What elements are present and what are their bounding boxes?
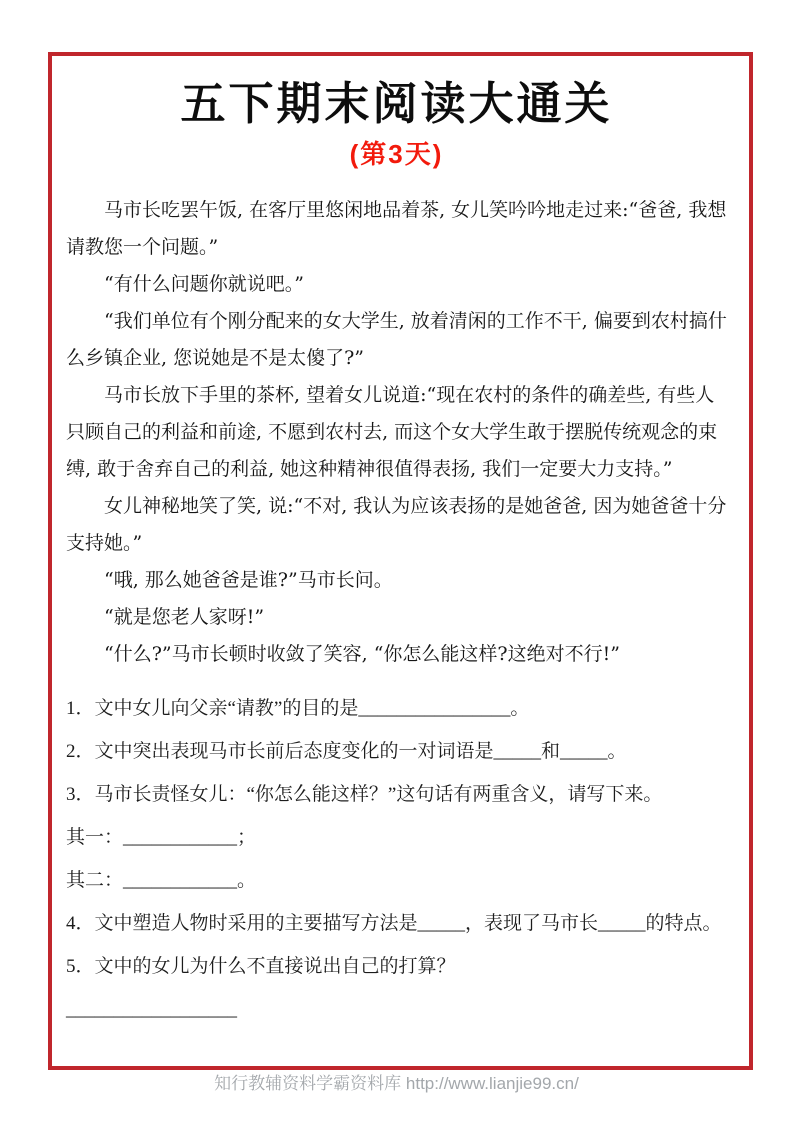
question-3: 3．马市长责怪女儿：“你怎么能这样？”这句话有两重含义，请写下来。 <box>66 784 663 805</box>
passage-paragraph: “就是您老人家呀!” <box>104 606 265 628</box>
question-5: 5．文中的女儿为什么不直接说出自己的打算？ <box>66 956 456 977</box>
page-subtitle-day: (第3天) <box>349 139 444 169</box>
questions-section <box>66 687 727 1031</box>
question-4: 4．文中塑造人物时采用的主要描写方法是_____，表现了马市长_____的特点。 <box>66 913 722 934</box>
passage-paragraph: 马市长放下手里的茶杯, 望着女儿说道:“现在农村的条件的确差些, 有些人只顾自己的利益和前途, 不愿到农村去, 而这个女大学生敢于摆脱传统观念的束缚, 敢于舍弃自己的利益, 她这种精神很值得表扬, 我们一定要大力支持。” <box>66 384 718 480</box>
question-5-answer-line: __________________ <box>66 999 237 1020</box>
question-3-answer-line-1: 其一：____________； <box>66 827 257 848</box>
footer-watermark: 知行教辅资料学霸资料库 http://www.lianjie99.cn/ <box>214 1074 579 1093</box>
reading-passage <box>66 192 727 673</box>
question-2: 2．文中突出表现马市长前后态度变化的一对词语是_____和_____。 <box>66 741 627 762</box>
passage-paragraph: “我们单位有个刚分配来的女大学生, 放着清闲的工作不干, 偏要到农村搞什么乡镇企业, 您说她是不是太傻了?” <box>66 310 727 369</box>
passage-paragraph: 女儿神秘地笑了笑, 说:“不对, 我认为应该表扬的是她爸爸, 因为她爸爸十分支持她。” <box>66 495 727 554</box>
passage-paragraph: “什么?”马市长顿时收敛了笑容, “你怎么能这样?这绝对不行!” <box>104 643 620 665</box>
passage-paragraph: 马市长吃罢午饭, 在客厅里悠闲地品着茶, 女儿笑吟吟地走过来:“爸爸, 我想请教您一个问题。” <box>66 199 727 258</box>
question-1: 1．文中女儿向父亲“请教”的目的是________________。 <box>66 698 530 719</box>
passage-paragraph: “哦, 那么她爸爸是谁?”马市长问。 <box>104 569 393 591</box>
passage-paragraph: “有什么问题你就说吧。” <box>104 273 304 295</box>
red-border-frame <box>48 52 753 1070</box>
question-3-answer-line-2: 其二：____________。 <box>66 870 257 891</box>
page-title: 五下期末阅读大通关 <box>180 78 613 129</box>
